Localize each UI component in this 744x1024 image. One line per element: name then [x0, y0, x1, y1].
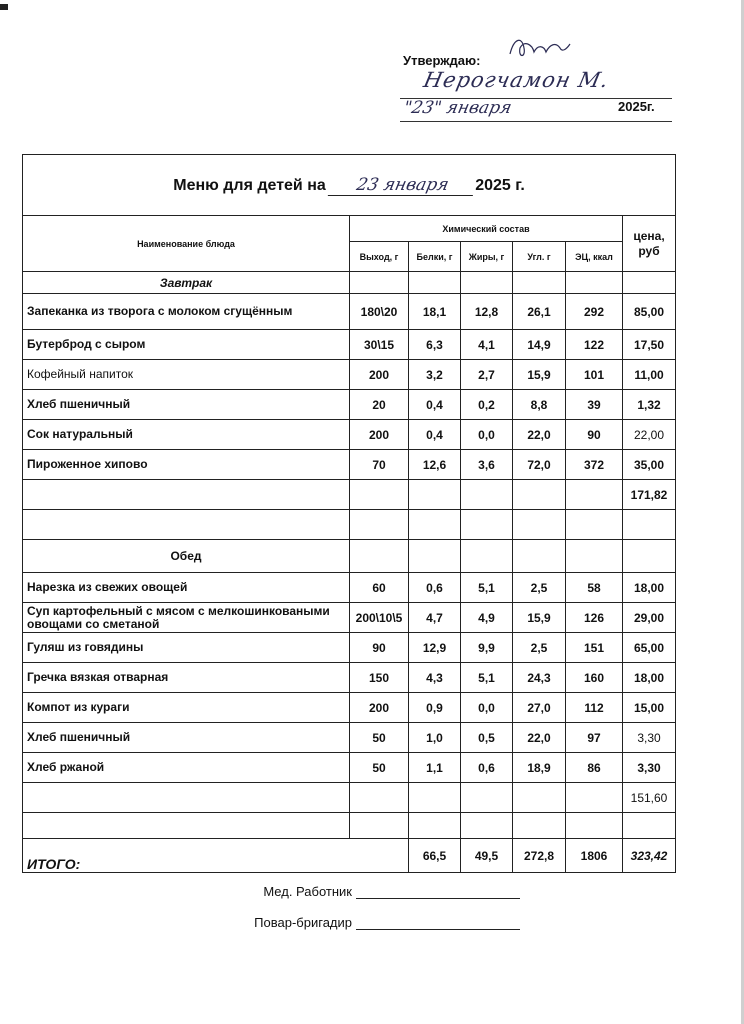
header-output: Выход, г — [350, 242, 409, 272]
dish-name: Суп картофельный с мясом с мелкошинковаными овощами со сметаной — [23, 603, 350, 633]
dish-carbs: 72,0 — [513, 450, 566, 480]
dish-price: 3,30 — [623, 753, 676, 783]
total-fat: 49,5 — [461, 839, 513, 873]
dish-fat: 12,8 — [461, 294, 513, 330]
dish-energy: 58 — [566, 573, 623, 603]
title-suffix: 2025 г. — [475, 176, 525, 194]
dish-name: Хлеб пшеничный — [23, 390, 350, 420]
dish-carbs: 22,0 — [513, 723, 566, 753]
dish-fat: 5,1 — [461, 573, 513, 603]
title-date: 23 января — [328, 175, 477, 196]
dish-price: 85,00 — [623, 294, 676, 330]
dish-output: 200 — [350, 360, 409, 390]
cook-signature-line — [240, 915, 520, 930]
dish-energy: 39 — [566, 390, 623, 420]
dish-output: 70 — [350, 450, 409, 480]
dish-protein: 12,6 — [409, 450, 461, 480]
approval-label: Утверждаю: — [403, 53, 481, 68]
dish-price: 65,00 — [623, 633, 676, 663]
dish-fat: 9,9 — [461, 633, 513, 663]
dish-protein: 1,0 — [409, 723, 461, 753]
dish-name: Сок натуральный — [23, 420, 350, 450]
dish-fat: 4,9 — [461, 603, 513, 633]
dish-protein: 6,3 — [409, 330, 461, 360]
table-row — [23, 603, 676, 633]
dish-energy: 372 — [566, 450, 623, 480]
dish-carbs: 27,0 — [513, 693, 566, 723]
dish-energy: 90 — [566, 420, 623, 450]
total-row — [23, 839, 676, 873]
title-prefix: Меню для детей на — [173, 176, 326, 194]
dish-fat: 0,2 — [461, 390, 513, 420]
dish-protein: 3,2 — [409, 360, 461, 390]
total-carbs: 272,8 — [513, 839, 566, 873]
dish-output: 50 — [350, 723, 409, 753]
table-row — [23, 420, 676, 450]
lunch-subtotal: 151,60 — [623, 783, 676, 813]
dish-protein: 18,1 — [409, 294, 461, 330]
dish-fat: 0,5 — [461, 723, 513, 753]
dish-energy: 126 — [566, 603, 623, 633]
dish-carbs: 26,1 — [513, 294, 566, 330]
dish-energy: 160 — [566, 663, 623, 693]
dish-price: 18,00 — [623, 663, 676, 693]
dish-name: Пироженное хипово — [23, 450, 350, 480]
approver-name: Нерогчамон М. — [421, 68, 612, 92]
cook-blank — [356, 915, 520, 930]
dish-output: 200 — [350, 693, 409, 723]
dish-carbs: 14,9 — [513, 330, 566, 360]
dish-fat: 2,7 — [461, 360, 513, 390]
section-breakfast: Завтрак — [23, 272, 350, 294]
dish-protein: 0,6 — [409, 573, 461, 603]
dish-carbs: 24,3 — [513, 663, 566, 693]
section-lunch: Обед — [23, 540, 350, 573]
dish-price: 1,32 — [623, 390, 676, 420]
approval-block — [400, 46, 680, 126]
dish-name: Хлеб ржаной — [23, 753, 350, 783]
dish-price: 15,00 — [623, 693, 676, 723]
header-protein: Белки, г — [409, 242, 461, 272]
medic-label: Мед. Работник — [263, 884, 352, 899]
dish-name: Гречка вязкая отварная — [23, 663, 350, 693]
dish-protein: 12,9 — [409, 633, 461, 663]
dish-carbs: 2,5 — [513, 573, 566, 603]
medic-blank — [356, 884, 520, 899]
dish-carbs: 15,9 — [513, 360, 566, 390]
table-row — [23, 693, 676, 723]
dish-price: 22,00 — [623, 420, 676, 450]
dish-price: 29,00 — [623, 603, 676, 633]
dish-price: 11,00 — [623, 360, 676, 390]
dish-price: 3,30 — [623, 723, 676, 753]
dish-protein: 0,4 — [409, 390, 461, 420]
dish-name: Компот из кураги — [23, 693, 350, 723]
dish-output: 60 — [350, 573, 409, 603]
dish-fat: 0,0 — [461, 693, 513, 723]
dish-price: 35,00 — [623, 450, 676, 480]
lunch-rows — [23, 573, 676, 783]
dish-carbs: 22,0 — [513, 420, 566, 450]
header-fat: Жиры, г — [461, 242, 513, 272]
breakfast-subtotal: 171,82 — [623, 480, 676, 510]
blank-row — [23, 510, 676, 540]
dish-fat: 4,1 — [461, 330, 513, 360]
table-row — [23, 663, 676, 693]
total-price: 323,42 — [623, 839, 676, 873]
dish-fat: 0,6 — [461, 753, 513, 783]
dish-output: 20 — [350, 390, 409, 420]
blank-row — [23, 813, 676, 839]
dish-energy: 292 — [566, 294, 623, 330]
scan-corner-mark — [0, 4, 8, 10]
dish-protein: 0,9 — [409, 693, 461, 723]
dish-output: 90 — [350, 633, 409, 663]
breakfast-rows — [23, 294, 676, 480]
table-row — [23, 390, 676, 420]
dish-energy: 86 — [566, 753, 623, 783]
table-row — [23, 330, 676, 360]
table-row — [23, 723, 676, 753]
medic-signature-line — [240, 884, 520, 899]
table-row — [23, 573, 676, 603]
table-row — [23, 450, 676, 480]
dish-fat: 0,0 — [461, 420, 513, 450]
dish-energy: 101 — [566, 360, 623, 390]
header-row-1 — [23, 216, 676, 242]
table-row — [23, 633, 676, 663]
section-row — [23, 272, 676, 294]
table-row — [23, 753, 676, 783]
dish-carbs: 18,9 — [513, 753, 566, 783]
dish-price: 18,00 — [623, 573, 676, 603]
approval-signature — [504, 34, 574, 64]
dish-fat: 5,1 — [461, 663, 513, 693]
dish-fat: 3,6 — [461, 450, 513, 480]
dish-output: 200 — [350, 420, 409, 450]
cook-label: Повар-бригадир — [254, 915, 352, 930]
total-energy: 1806 — [566, 839, 623, 873]
dish-name: Гуляш из говядины — [23, 633, 350, 663]
dish-output: 50 — [350, 753, 409, 783]
total-label: ИТОГО: — [23, 839, 409, 873]
dish-output: 180\20 — [350, 294, 409, 330]
dish-output: 200\10\5 — [350, 603, 409, 633]
header-dish: Наименование блюда — [23, 216, 350, 272]
header-carbs: Угл. г — [513, 242, 566, 272]
dish-name: Запеканка из творога с молоком сгущённым — [23, 294, 350, 330]
dish-protein: 0,4 — [409, 420, 461, 450]
menu-title — [23, 155, 676, 216]
dish-protein: 4,7 — [409, 603, 461, 633]
subtotal-row — [23, 480, 676, 510]
header-price: цена, руб — [623, 216, 676, 272]
section-row — [23, 540, 676, 573]
approval-year: 2025г. — [618, 99, 655, 114]
dish-carbs: 8,8 — [513, 390, 566, 420]
dish-carbs: 15,9 — [513, 603, 566, 633]
header-energy: ЭЦ, ккал — [566, 242, 623, 272]
dish-output: 30\15 — [350, 330, 409, 360]
dish-energy: 112 — [566, 693, 623, 723]
header-composition: Химический состав — [350, 216, 623, 242]
subtotal-row — [23, 783, 676, 813]
dish-name: Хлеб пшеничный — [23, 723, 350, 753]
dish-output: 150 — [350, 663, 409, 693]
total-protein: 66,5 — [409, 839, 461, 873]
dish-price: 17,50 — [623, 330, 676, 360]
dish-name: Бутерброд с сыром — [23, 330, 350, 360]
approval-date-line — [400, 121, 672, 122]
approval-date: "23" января — [401, 98, 514, 118]
menu-table — [22, 154, 676, 873]
title-row — [23, 155, 676, 216]
table-row — [23, 294, 676, 330]
table-row — [23, 360, 676, 390]
dish-energy: 97 — [566, 723, 623, 753]
dish-carbs: 2,5 — [513, 633, 566, 663]
dish-name: Нарезка из свежих овощей — [23, 573, 350, 603]
dish-name: Кофейный напиток — [23, 360, 350, 390]
dish-protein: 1,1 — [409, 753, 461, 783]
dish-energy: 151 — [566, 633, 623, 663]
dish-energy: 122 — [566, 330, 623, 360]
dish-protein: 4,3 — [409, 663, 461, 693]
